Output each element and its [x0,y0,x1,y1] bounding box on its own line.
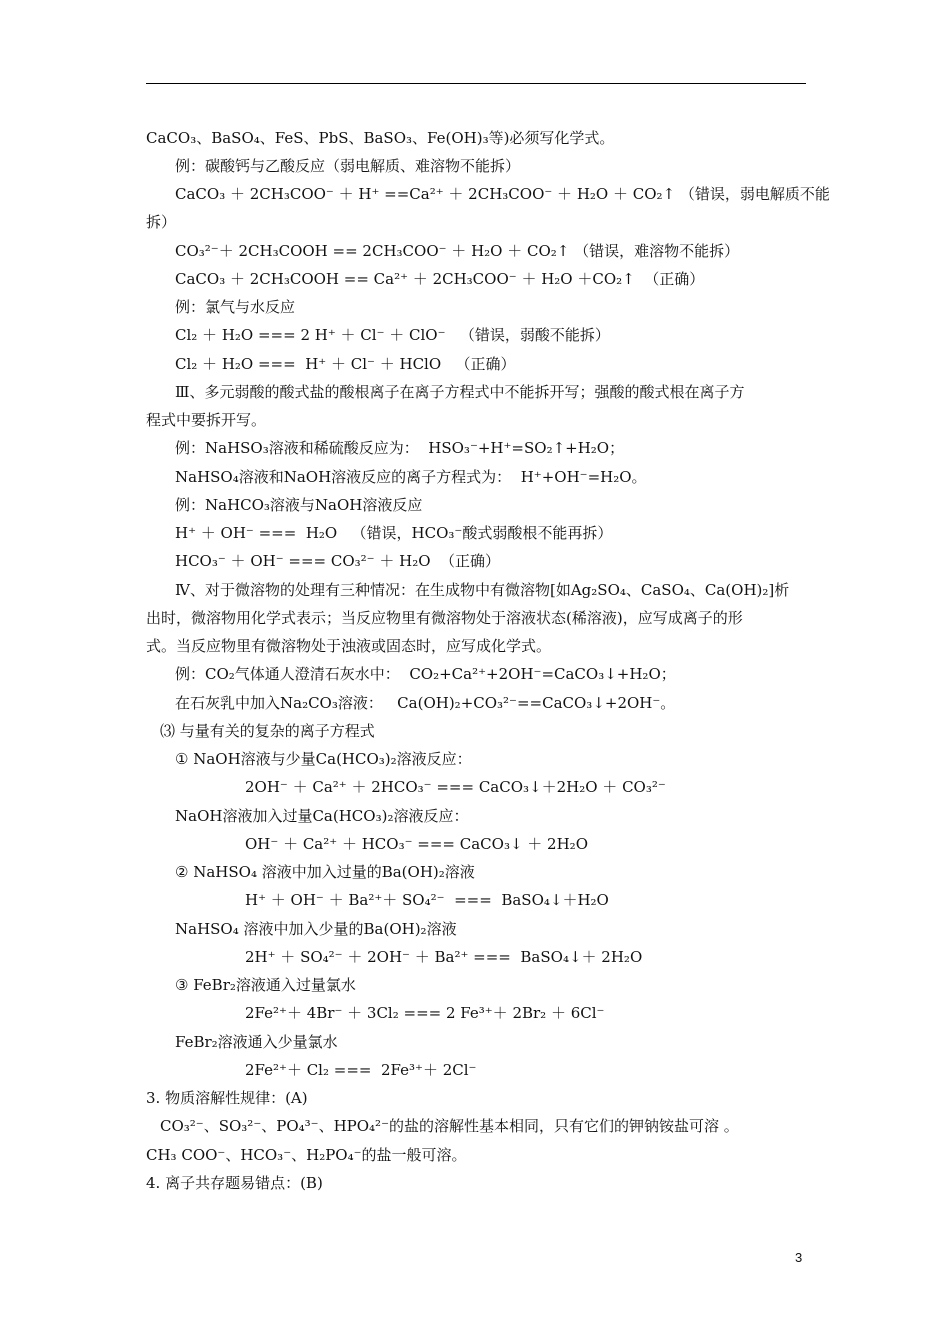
text-line: CaCO₃ ＋ 2CH₃COO⁻ ＋ H⁺ ==Ca²⁺ ＋ 2CH₃COO⁻ ＋ H₂O ＋ CO₂↑ （错误，弱电解质不能 [175,185,830,203]
text-line: ⑶ 与量有关的复杂的离子方程式 [160,722,375,740]
text-line: NaHSO₄ 溶液中加入少量的Ba(OH)₂溶液 [175,920,457,938]
text-line: 2OH⁻ ＋ Ca²⁺ ＋ 2HCO₃⁻ === CaCO₃↓＋2H₂O ＋ CO₃²⁻ [245,778,666,796]
text-line: H⁺ ＋ OH⁻ === H₂O （错误，HCO₃⁻酸式弱酸根不能再拆） [175,524,613,542]
text-line: 例：碳酸钙与乙酸反应（弱电解质、难溶物不能拆） [175,157,521,175]
text-line: 例：NaHCO₃溶液与NaOH溶液反应 [175,496,423,514]
text-line: ① NaOH溶液与少量Ca(HCO₃)₂溶液反应： [175,750,472,768]
text-line: ② NaHSO₄ 溶液中加入过量的Ba(OH)₂溶液 [175,863,475,881]
text-line: 4. 离子共存题易错点：(B) [146,1174,323,1192]
text-line: 3. 物质溶解性规律：(A) [146,1089,308,1107]
page-number: 3 [795,1250,803,1265]
text-line: CaCO₃、BaSO₄、FeS、PbS、BaSO₃、Fe(OH)₃等)必须写化学式。 [146,129,615,147]
text-line: FeBr₂溶液通入少量氯水 [175,1033,338,1051]
header-rule [146,83,806,84]
text-line: CO₃²⁻、SO₃²⁻、PO₄³⁻、HPO₄²⁻的盐的溶解性基本相同，只有它们的钾钠铵盐可溶 。 [160,1117,739,1135]
text-line: 程式中要拆开写。 [146,411,267,429]
text-line: Ⅳ、对于微溶物的处理有三种情况：在生成物中有微溶物[如Ag₂SO₄、CaSO₄、Ca(OH)₂]析 [175,581,790,599]
text-line: CH₃ COO⁻、HCO₃⁻、H₂PO₄⁻的盐一般可溶。 [146,1146,467,1164]
text-line: 2Fe²⁺＋ Cl₂ === 2Fe³⁺＋ 2Cl⁻ [245,1061,477,1079]
text-line: Cl₂ ＋ H₂O === H⁺ ＋ Cl⁻ ＋ HClO （正确） [175,355,516,373]
text-line: 2Fe²⁺＋ 4Br⁻ ＋ 3Cl₂ === 2 Fe³⁺＋ 2Br₂ ＋ 6Cl⁻ [245,1004,605,1022]
text-line: 式。当反应物里有微溶物处于浊液或固态时，应写成化学式。 [146,637,552,655]
text-line: 在石灰乳中加入Na₂CO₃溶液： Ca(OH)₂+CO₃²⁻==CaCO₃↓+2OH⁻。 [175,694,676,712]
text-line: 拆） [146,213,177,231]
text-line: ③ FeBr₂溶液通入过量氯水 [175,976,356,994]
text-line: NaHSO₄溶液和NaOH溶液反应的离子方程式为： H⁺+OH⁻=H₂O。 [175,468,647,486]
text-line: 例：NaHSO₃溶液和稀硫酸反应为： HSO₃⁻+H⁺=SO₂↑+H₂O； [175,439,625,457]
text-line: OH⁻ ＋ Ca²⁺ ＋ HCO₃⁻ === CaCO₃↓ ＋ 2H₂O [245,835,588,853]
text-line: Ⅲ、多元弱酸的酸式盐的酸根离子在离子方程式中不能拆开写；强酸的酸式根在离子方 [175,383,745,401]
text-line: 例：氯气与水反应 [175,298,296,316]
text-line: 出时，微溶物用化学式表示；当反应物里有微溶物处于溶液状态(稀溶液)，应写成离子的形 [146,609,743,627]
text-line: Cl₂ ＋ H₂O === 2 H⁺ ＋ Cl⁻ ＋ ClO⁻ （错误，弱酸不能拆） [175,326,610,344]
text-line: HCO₃⁻ ＋ OH⁻ === CO₃²⁻ ＋ H₂O （正确） [175,552,501,570]
text-line: CaCO₃ ＋ 2CH₃COOH == Ca²⁺ ＋ 2CH₃COO⁻ ＋ H₂O ＋CO₂↑ （正确） [175,270,705,288]
text-line: CO₃²⁻＋ 2CH₃COOH == 2CH₃COO⁻ ＋ H₂O ＋ CO₂↑ （错误，难溶物不能拆） [175,242,740,260]
text-line: NaOH溶液加入过量Ca(HCO₃)₂溶液反应： [175,807,469,825]
text-line: 例：CO₂气体通人澄清石灰水中： CO₂+Ca²⁺+2OH⁻=CaCO₃↓+H₂O； [175,665,676,683]
text-line: 2H⁺ ＋ SO₄²⁻ ＋ 2OH⁻ ＋ Ba²⁺ === BaSO₄↓＋ 2H₂O [245,948,643,966]
text-line: H⁺ ＋ OH⁻ ＋ Ba²⁺＋ SO₄²⁻ === BaSO₄↓＋H₂O [245,891,609,909]
